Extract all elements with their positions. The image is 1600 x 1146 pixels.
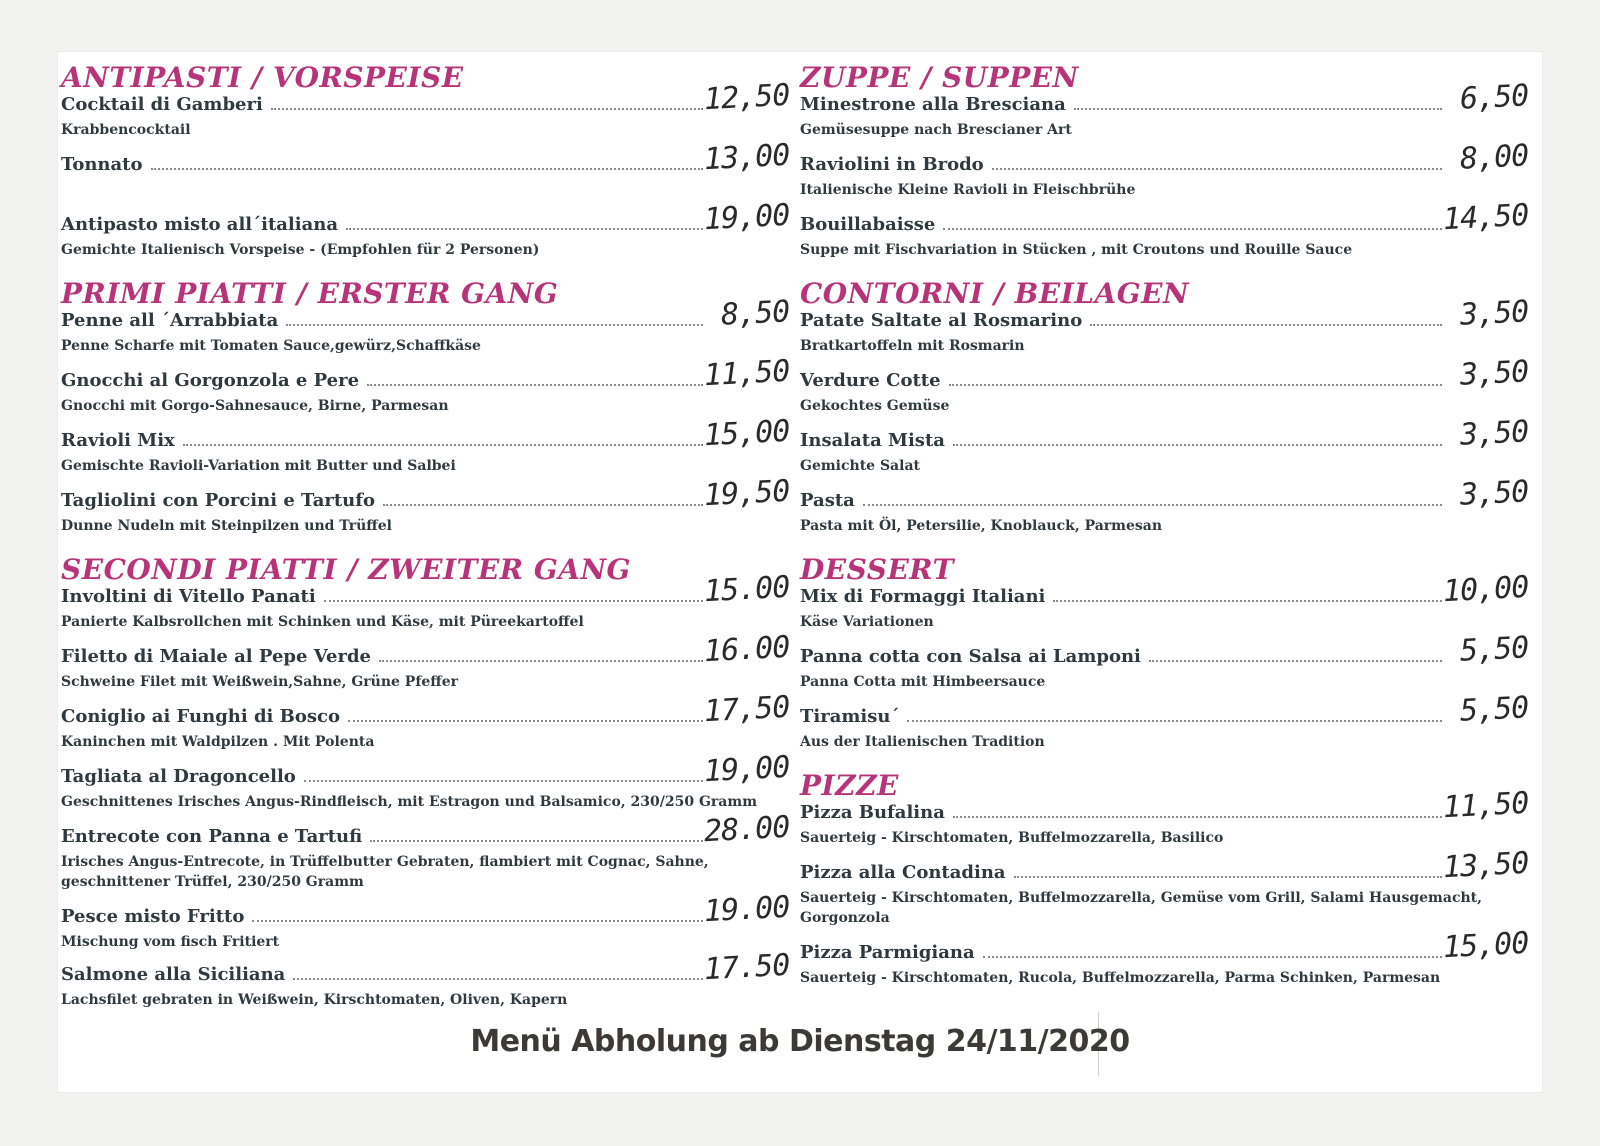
section-title: PIZZE — [800, 769, 899, 802]
item-description: Penne Scharfe mit Tomaten Sauce,gewürz,Schaffkäse — [61, 338, 481, 354]
menu-item — [800, 414, 1530, 490]
item-name: Verdure Cotte — [800, 370, 941, 391]
menu-item — [800, 197, 1530, 278]
item-description: Panierte Kalbsrollchen mit Schinken und Käse, mit Püreekartoffel — [61, 614, 584, 630]
menu-item — [800, 354, 1530, 430]
leader-dots — [1090, 324, 1442, 326]
item-name: Ravioli Mix — [61, 430, 175, 451]
leader-dots — [304, 780, 703, 782]
leader-dots — [151, 168, 704, 170]
section-title: DESSERT — [800, 553, 954, 586]
leader-dots — [1149, 660, 1442, 662]
leader-dots — [324, 600, 703, 602]
item-price: 17,50 — [702, 689, 790, 730]
menu-item — [800, 690, 1530, 770]
item-name: Patate Saltate al Rosmarino — [800, 310, 1083, 331]
leader-dots — [1053, 600, 1442, 602]
item-price: 17.50 — [702, 947, 790, 988]
item-price: 15.00 — [702, 569, 790, 610]
menu-item — [800, 474, 1530, 554]
leader-dots — [286, 324, 703, 326]
item-price: 16.00 — [702, 629, 790, 670]
item-description: Lachsfilet gebraten in Weißwein, Kirschtomaten, Oliven, Kapern — [61, 992, 568, 1008]
section-secondi — [61, 554, 791, 1020]
item-description: Pasta mit Öl, Petersilie, Knoblauck, Parmesan — [800, 518, 1163, 534]
section-title: CONTORNI / BEILAGEN — [800, 277, 1190, 310]
section-title: ZUPPE / SUPPEN — [800, 61, 1079, 94]
item-description: Gemichte Italienisch Vorspeise - (Empfohlen für 2 Personen) — [61, 242, 540, 258]
item-description: Panna Cotta mit Himbeersauce — [800, 674, 1046, 690]
menu-item — [61, 809, 791, 906]
item-name: Cocktail di Gamberi — [61, 94, 263, 115]
menu-item — [61, 137, 791, 214]
item-name: Bouillabaisse — [800, 214, 936, 235]
item-description: Bratkartoffeln mit Rosmarin — [800, 338, 1025, 354]
item-name: Tonnato — [61, 154, 143, 175]
item-name: Coniglio ai Funghi di Bosco — [61, 706, 340, 727]
item-price: 8,50 — [719, 294, 790, 333]
item-price: 19.00 — [702, 889, 790, 930]
menu-item — [61, 629, 791, 706]
item-description: Sauerteig - Kirschtomaten, Buffelmozzarella, Gemüse vom Grill, Salami Hausgemacht, — [800, 890, 1482, 906]
item-price: 12,50 — [702, 77, 790, 118]
section-title: SECONDI PIATTI / ZWEITER GANG — [61, 553, 631, 586]
item-price: 11,50 — [702, 353, 790, 394]
item-name: Pizza alla Contadina — [800, 862, 1006, 883]
item-name: Minestrone alla Bresciana — [800, 94, 1066, 115]
item-name: Panna cotta con Salsa ai Lamponi — [800, 646, 1141, 667]
section-antipasti — [61, 62, 791, 278]
leader-dots — [1074, 108, 1442, 110]
item-price: 3,50 — [1458, 474, 1529, 513]
item-price: 13,50 — [1441, 845, 1529, 886]
section-title: PRIMI PIATTI / ERSTER GANG — [61, 277, 559, 310]
item-price: 6,50 — [1458, 78, 1529, 117]
item-name: Filetto di Maiale al Pepe Verde — [61, 646, 372, 667]
menu-item — [800, 294, 1530, 370]
leader-dots — [367, 384, 703, 386]
leader-dots — [907, 720, 1442, 722]
menu-item — [800, 925, 1530, 998]
item-name: Insalata Mista — [800, 430, 945, 451]
section-title: ANTIPASTI / VORSPEISE — [61, 61, 464, 94]
item-name: Pasta — [800, 490, 855, 511]
item-name: Salmone alla Siciliana — [61, 964, 286, 985]
section-pizze — [800, 770, 1530, 998]
leader-dots — [992, 168, 1442, 170]
left-column — [61, 62, 791, 1020]
item-description: Sauerteig - Kirschtomaten, Buffelmozzarella, Basilico — [800, 830, 1224, 846]
item-description: Suppe mit Fischvariation in Stücken , mit Croutons und Rouille Sauce — [800, 242, 1353, 258]
item-description: Gemichte Salat — [800, 458, 920, 474]
item-description: Gemischte Ravioli-Variation mit Butter und Salbei — [61, 458, 456, 474]
leader-dots — [293, 978, 703, 980]
item-name: Mix di Formaggi Italiani — [800, 586, 1046, 607]
leader-dots — [346, 228, 703, 230]
leader-dots — [949, 384, 1442, 386]
item-price: 15,00 — [702, 413, 790, 454]
item-price: 5,50 — [1458, 690, 1529, 729]
menu-item — [61, 689, 791, 766]
item-name: Penne all ´Arrabbiata — [61, 310, 279, 331]
menu-item — [800, 630, 1530, 706]
menu-item — [800, 845, 1530, 942]
leader-dots — [1014, 876, 1442, 878]
item-name: Tiramisu´ — [800, 706, 900, 727]
item-price: 13,00 — [702, 137, 790, 178]
item-price: 11,50 — [1441, 785, 1529, 826]
item-price: 19,50 — [702, 473, 790, 514]
leader-dots — [183, 444, 703, 446]
menu-item — [61, 947, 791, 1020]
item-name: Raviolini in Brodo — [800, 154, 984, 175]
leader-dots — [370, 840, 703, 842]
leader-dots — [383, 504, 703, 506]
leader-dots — [953, 816, 1442, 818]
section-dessert — [800, 554, 1530, 770]
leader-dots — [348, 720, 703, 722]
item-description: Mischung vom fisch Fritiert — [61, 934, 280, 950]
item-name: Tagliolini con Porcini e Tartufo — [61, 490, 376, 511]
item-name: Pizza Parmigiana — [800, 942, 975, 963]
menu-sheet — [58, 52, 1542, 1092]
section-zuppe — [800, 62, 1530, 278]
item-price: 10,00 — [1441, 569, 1529, 610]
item-description: Gemüsesuppe nach Brescianer Art — [800, 122, 1072, 138]
item-description: Sauerteig - Kirschtomaten, Rucola, Buffelmozzarella, Parma Schinken, Parmesan — [800, 970, 1441, 986]
item-name: Involtini di Vitello Panati — [61, 586, 316, 607]
item-description: Italienische Kleine Ravioli in Fleischbrühe — [800, 182, 1136, 198]
item-name: Tagliata al Dragoncello — [61, 766, 296, 787]
menu-item — [61, 294, 791, 370]
menu-item — [61, 749, 791, 826]
item-price: 3,50 — [1458, 414, 1529, 453]
item-description: Kaninchen mit Waldpilzen . Mit Polenta — [61, 734, 375, 750]
item-description: Dunne Nudeln mit Steinpilzen und Trüffel — [61, 518, 392, 534]
menu-item — [61, 197, 791, 278]
item-name: Antipasto misto all´italiana — [61, 214, 339, 235]
menu-item — [61, 473, 791, 554]
menu-item — [61, 413, 791, 490]
item-price: 19,00 — [702, 749, 790, 790]
leader-dots — [252, 920, 703, 922]
item-price: 28.00 — [702, 809, 790, 850]
item-description: Geschnittenes Irisches Angus-Rindfleisch, mit Estragon und Balsamico, 230/250 Gramm — [61, 794, 758, 810]
right-column — [800, 62, 1530, 998]
leader-dots — [943, 228, 1442, 230]
item-name: Pesce misto Fritto — [61, 906, 245, 927]
menu-item — [61, 353, 791, 430]
item-price: 15,00 — [1441, 925, 1529, 966]
leader-dots — [983, 956, 1442, 958]
item-price: 5,50 — [1458, 630, 1529, 669]
menu-item — [61, 889, 791, 964]
item-description: Käse Variationen — [800, 614, 934, 630]
leader-dots — [271, 108, 703, 110]
leader-dots — [863, 504, 1442, 506]
item-price: 14,50 — [1441, 197, 1529, 238]
item-description: Schweine Filet mit Weißwein,Sahne, Grüne Pfeffer — [61, 674, 459, 690]
item-name: Entrecote con Panna e Tartufi — [61, 826, 363, 847]
pickup-notice: Menü Abholung ab Dienstag 24/11/2020 — [470, 1024, 1130, 1059]
item-description: Aus der Italienischen Tradition — [800, 734, 1045, 750]
item-price: 3,50 — [1458, 354, 1529, 393]
section-primi — [61, 278, 791, 554]
item-description-continued: Gorgonzola — [800, 910, 890, 926]
item-price: 8,00 — [1458, 138, 1529, 177]
item-description-continued: geschnittener Trüffel, 230/250 Gramm — [61, 874, 364, 890]
item-description: Krabbencocktail — [61, 122, 191, 138]
item-description: Gnocchi mit Gorgo-Sahnesauce, Birne, Parmesan — [61, 398, 449, 414]
menu-item — [800, 138, 1530, 214]
item-price: 19,00 — [702, 197, 790, 238]
section-contorni — [800, 278, 1530, 554]
leader-dots — [953, 444, 1442, 446]
leader-dots — [379, 660, 703, 662]
item-description: Irisches Angus-Entrecote, in Trüffelbutter Gebraten, flambiert mit Cognac, Sahne, — [61, 854, 709, 870]
menu-item — [800, 78, 1530, 154]
item-price: 3,50 — [1458, 294, 1529, 333]
item-name: Pizza Bufalina — [800, 802, 945, 823]
item-description: Gekochtes Gemüse — [800, 398, 950, 414]
item-name: Gnocchi al Gorgonzola e Pere — [61, 370, 360, 391]
